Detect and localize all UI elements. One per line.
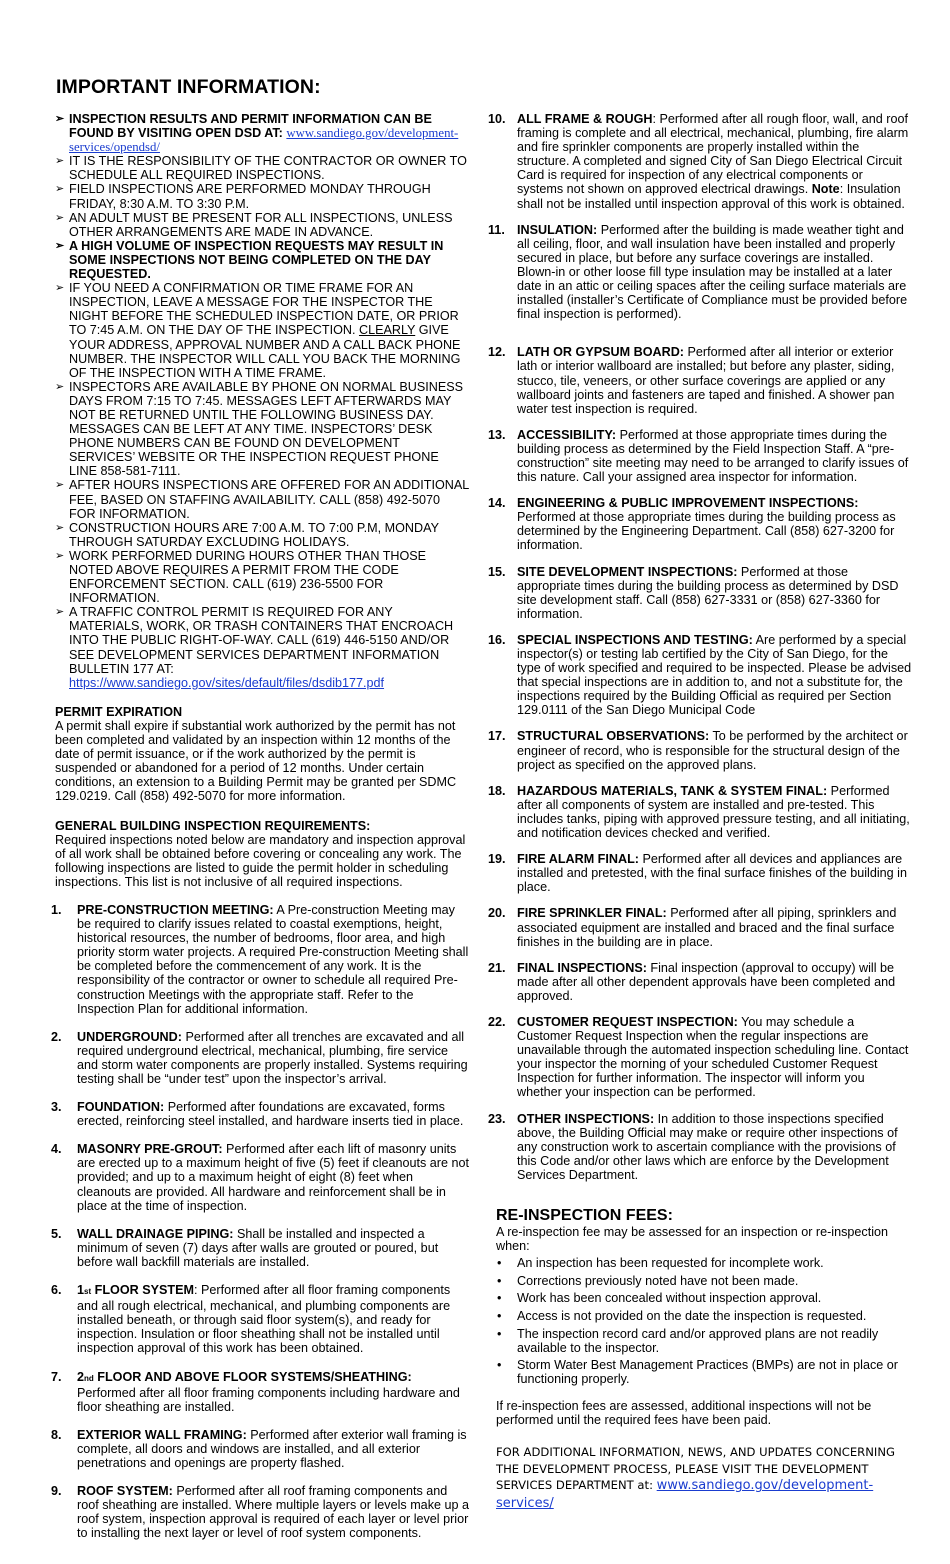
info-item-text: IF YOU NEED A CONFIRMATION OR TIME FRAME FOR AN INSPECTION, LEAVE A MESSAGE FOR THE INSPECTOR THE NIGHT BEFORE THE SCHEDULED INSPECTION DATE, OR PRIOR TO 7:45 A.M. ON THE DAY OF THE INSPECTION.: [69, 281, 459, 338]
list-item: • Access is not provided on the date the inspection is requested.: [496, 1309, 912, 1323]
item-number: 10.: [488, 112, 506, 126]
info-item-text: AN ADULT MUST BE PRESENT FOR ALL INSPECTIONS, UNLESS OTHER ARRANGEMENTS ARE MADE IN ADVANCE.: [69, 210, 453, 239]
arrow-bullet-icon: ➢: [55, 282, 65, 295]
item-title: SPECIAL INSPECTIONS AND TESTING:: [517, 632, 753, 647]
item-number: 15.: [488, 564, 506, 579]
inspection-item: [51, 1283, 469, 1356]
item-number: 16.: [488, 632, 506, 647]
item-number: 8.: [51, 1427, 62, 1442]
item-text: To be performed by the architect or engineer of record, who is responsible for the structural design of the project as specified on the approved plans.: [517, 729, 908, 772]
item-text: Performed after the building is made weather tight and all ceiling, floor, and wall insulation have been installed and properly secured in place, but before any surface coverings are installed. Blown-in or other loose fill type insulation may be installed at a later date in an attic or ceiling spaces after the ceiling surface materials are installed (installer’s Certificate of Compliance must be provided before final inspection is performed).: [517, 222, 908, 322]
info-item-traffic-control: [55, 605, 469, 690]
inspection-item: [51, 1100, 469, 1129]
item-title: CUSTOMER REQUEST INSPECTION:: [517, 1014, 738, 1029]
inspection-item: [51, 1484, 469, 1541]
item-title: INSULATION:: [517, 222, 598, 237]
opendsd-link[interactable]: www.sandiego.gov/development-services/opendsd/: [69, 126, 459, 155]
reinspection-intro: A re-inspection fee may be assessed for an inspection or re-inspection when:: [496, 1225, 889, 1254]
item-number: 17.: [488, 729, 506, 744]
info-item-text: FIELD INSPECTIONS ARE PERFORMED MONDAY THROUGH FRIDAY, 8:30 A.M. TO 3:30 P.M.: [69, 182, 431, 211]
item-title: PRE-CONSTRUCTION MEETING:: [77, 902, 274, 917]
right-column: [488, 112, 912, 1512]
item-text: Performed after all floor framing components including hardware and floor sheathing are installed.: [77, 1385, 460, 1414]
inspection-item: [51, 1029, 469, 1086]
item-text: Performed at those appropriate times during the building process as determined by DSD site development staff. Call (858) 627-3331 or (858) 627-3360 for information.: [517, 564, 899, 621]
item-text: : Performed after all rough floor, wall, and roof framing is complete and all electrical, mechanical, plumbing, fire alarm and fire sprinkler components are properly installed within the structure. A completed and signed City of San Diego Electrical Circuit Card is required for inspection of any electrical components or systems not shown on approved electrical drawings.: [517, 112, 909, 197]
footer-text: FOR ADDITIONAL INFORMATION, NEWS, AND UPDATES CONCERNING THE DEVELOPMENT PROCESS, PLEASE VISIT THE DEVELOPMENT SERVICES DEPARTMENT at:: [496, 1445, 895, 1493]
info-item-inspector-phone: [55, 380, 469, 479]
title-ordinal: 2: [77, 1369, 85, 1384]
arrow-bullet-icon: ➢: [55, 479, 65, 492]
list-item: • Storm Water Best Management Practices (BMPs) are not in place or functioning properly.: [496, 1358, 912, 1386]
item-text: Performed after each lift of masonry units are erected up to a maximum height of five (5) feet if cleanouts are not provided; and up to a maximum height of eight (8) feet when cleanouts are provided. All hardware and reinforcement shall be in place at the time of inspection.: [77, 1142, 470, 1213]
item-title: SITE DEVELOPMENT INSPECTIONS:: [517, 564, 738, 579]
item-number: 5.: [51, 1226, 62, 1241]
info-item-text: WORK PERFORMED DURING HOURS OTHER THAN THOSE NOTED ABOVE REQUIRES A PERMIT FROM THE CODE ENFORCEMENT SECTION. CALL (619) 236-5500 FOR INFORMATION.: [69, 548, 427, 606]
item-text: Performed after all roof framing components and roof sheathing are installed. Where multiple layers or levels make up a roof system, inspection approval is required of each layer or level prior to installing the next layer or level of roof system components.: [77, 1484, 469, 1541]
info-item-adult-present: [55, 211, 469, 239]
info-item-text: INSPECTION RESULTS AND PERMIT INFORMATION CAN BE FOUND BY VISITING OPEN DSD AT:: [69, 112, 432, 141]
inspection-item: [488, 852, 912, 894]
item-text: Performed at those appropriate times during the building process as determined by the Field Inspection Staff. A “pre-construction” site meeting may need to be arranged to clarify issues of this nature. Call your assigned area inspector for information.: [517, 427, 909, 485]
arrow-bullet-icon: ➢: [55, 113, 65, 125]
title-text: FLOOR SYSTEM: [91, 1283, 194, 1298]
development-services-link[interactable]: www.sandiego.gov/development-services/: [496, 1478, 874, 1511]
arrow-bullet-icon: ➢: [55, 606, 65, 619]
info-item-text: AFTER HOURS INSPECTIONS ARE OFFERED FOR AN ADDITIONAL FEE, BASED ON STAFFING AVAILABILITY. CALL (858) 492-5070 FOR INFORMATION.: [69, 478, 469, 521]
item-title: [77, 1370, 412, 1384]
item-title: HAZARDOUS MATERIALS, TANK & SYSTEM FINAL:: [517, 783, 828, 798]
item-title: FINAL INSPECTIONS:: [517, 960, 647, 975]
list-item: • The inspection record card and/or approved plans are not readily available to the inspector.: [496, 1327, 912, 1355]
info-item-text: CONSTRUCTION HOURS ARE 7:00 A.M. TO 7:00 P.M, MONDAY THROUGH SATURDAY EXCLUDING HOLIDAYS.: [69, 520, 439, 549]
arrow-bullet-icon: ➢: [55, 239, 65, 252]
arrow-bullet-icon: ➢: [55, 380, 65, 393]
info-item-after-hours: [55, 478, 469, 520]
title-ordinal-suffix: st: [84, 1287, 92, 1297]
reinspection-section: [488, 1207, 912, 1512]
item-title: FIRE SPRINKLER FINAL:: [517, 906, 667, 921]
item-title: MASONRY PRE-GROUT:: [77, 1142, 223, 1157]
permit-expiration-text: A permit shall expire if substantial work authorized by the permit has not been completed and validated by an inspection within 12 months of the date of permit issuance, or if the work authorized by the permit is suspended or abandoned for a period of 12 months. Under certain conditions, an extension to a Building Permit may be granted per SDMC 129.0219. Call (858) 492-5070 for more information.: [55, 718, 457, 804]
inspection-item: [51, 1427, 469, 1470]
general-requirements-heading: GENERAL BUILDING INSPECTION REQUIREMENTS:: [55, 818, 371, 833]
inspection-item: [488, 428, 912, 484]
item-title: FOUNDATION:: [77, 1100, 165, 1115]
info-item-text: GIVE YOUR ADDRESS, APPROVAL NUMBER AND A CALL BACK PHONE NUMBER. THE INSPECTOR WILL CALL YOU BACK THE MORNING OF THE INSPECTION WITH A TIME FRAME.: [69, 323, 461, 380]
info-item-responsibility: [55, 154, 469, 182]
note-label: Note: [811, 182, 840, 197]
item-number: 20.: [488, 906, 506, 921]
item-text: : Performed after all floor framing components and all rough electrical, mechanical, and plumbing components are installed beneath, or through said floor system(s), and ready for inspection. Insulation or floor sheathing shall not be installed until inspection approval of this work has been obtained.: [77, 1283, 451, 1356]
inspection-item: [488, 961, 912, 1003]
arrow-bullet-icon: ➢: [55, 521, 65, 534]
clearly-underline: CLEARLY: [358, 323, 416, 338]
item-number: 3.: [51, 1100, 62, 1115]
inspection-item: [488, 112, 912, 211]
left-column: [51, 112, 470, 1541]
inspection-item: [51, 1142, 470, 1213]
info-item-construction-hours: [55, 521, 469, 549]
info-item-confirmation: [55, 281, 469, 380]
item-number: 23.: [488, 1111, 506, 1126]
item-number: 19.: [488, 852, 506, 867]
item-number: 13.: [488, 427, 506, 442]
inspection-item: [51, 1226, 469, 1269]
item-title: LATH OR GYPSUM BOARD:: [517, 345, 684, 360]
info-item-text: A HIGH VOLUME OF INSPECTION REQUESTS MAY RESULT IN SOME INSPECTIONS NOT BEING COMPLETED ON THE DAY REQUESTED.: [69, 238, 444, 282]
arrow-bullet-icon: ➢: [55, 155, 65, 168]
item-title: UNDERGROUND:: [77, 1029, 182, 1044]
item-title: ALL FRAME & ROUGH: [517, 112, 653, 126]
item-text: : Insulation shall not be installed until inspection approval of this work is obtained.: [517, 182, 905, 211]
arrow-bullet-icon: ➢: [55, 211, 65, 224]
item-number: 12.: [488, 345, 506, 360]
item-number: 14.: [488, 496, 506, 511]
inspection-item: [488, 729, 912, 771]
info-item-text: IT IS THE RESPONSIBILITY OF THE CONTRACTOR OR OWNER TO SCHEDULE ALL REQUIRED INSPECTIONS.: [69, 154, 467, 183]
inspection-item: [488, 1112, 912, 1182]
item-number: 9.: [51, 1484, 62, 1499]
info-item-text: INSPECTORS ARE AVAILABLE BY PHONE ON NORMAL BUSINESS DAYS FROM 7:15 TO 7:45. MESSAGES LEFT AFTERWARDS MAY NOT BE RETURNED UNTIL THE FOLLOWING BUSINESS DAY. MESSAGES CAN BE LEFT AT ANY TIME. INSPECTORS’ DESK PHONE NUMBERS CAN BE FOUND ON DEVELOPMENT SERVICES’ WEBSITE OR THE INSPECTION REQUEST PHONE LINE 858-581-7111.: [69, 379, 464, 479]
item-number: 6.: [51, 1283, 62, 1298]
item-text: Final inspection (approval to occupy) will be made after all other dependent approvals have been completed and approved.: [517, 960, 896, 1003]
item-text: Shall be installed and inspected a minimum of seven (7) days after walls are grouted or poured, but before wall backfill materials are installed.: [77, 1226, 439, 1269]
info-item-opendsd: [55, 112, 469, 154]
inspection-item: [51, 1369, 469, 1414]
important-info-list: [55, 112, 469, 690]
item-text: You may schedule a Customer Request Inspection when the regular inspections are unavailable through the automated inspection scheduling line. Contact your inspector the morning of your scheduled Customer Request Inspection for further information. The inspector will inform you whether your inspection can be performed.: [517, 1014, 909, 1100]
item-text: Performed after all devices and appliances are installed and pretested, with the final surface finishes of the building in place.: [517, 852, 907, 895]
arrow-bullet-icon: ➢: [55, 183, 65, 196]
item-text: In addition to those inspections specified above, the Building Official may make or require other inspections of any construction work to ascertain compliance with the provisions of this Code and/or other laws which are enforce by the Development Services Department.: [517, 1111, 898, 1182]
inspection-item: [488, 223, 912, 322]
inspection-item: [488, 496, 912, 552]
item-title: ENGINEERING & PUBLIC IMPROVEMENT INSPECTIONS:: [517, 496, 859, 511]
item-number: 4.: [51, 1142, 62, 1157]
item-title: OTHER INSPECTIONS:: [517, 1111, 655, 1126]
reinspection-outro: If re-inspection fees are assessed, additional inspections will not be performed until the required fees have been paid.: [496, 1398, 872, 1428]
item-text: Performed after exterior wall framing is complete, all doors and windows are installed, and all exterior penetrations and openings are property flashed.: [77, 1427, 467, 1470]
item-title: [77, 1283, 194, 1297]
general-requirements-text: Required inspections noted below are mandatory and inspection approval of all work shall be obtained before covering or concealing any work. The following inspections are listed to guide the permit holder in scheduling inspections. This list is not inclusive of all required inspections.: [55, 832, 466, 889]
info-item-field-hours: [55, 182, 469, 210]
item-text: Performed after all interior or exterior lath or interior wallboard are installed; but before any plaster, siding, stucco, tile, veneers, or other surface coverings are applied or any wallboard joints and fasteners are taped and finished. A shower pan water test inspection is required.: [517, 345, 895, 416]
title-ordinal: 1: [77, 1283, 85, 1298]
inspection-item: [488, 906, 912, 948]
info-item-high-volume: [55, 239, 469, 281]
list-item: • An inspection has been requested for incomplete work.: [496, 1256, 912, 1270]
item-text: Performed after all piping, sprinklers and associated equipment are installed and braced and the final surface finishes in the building are in place.: [517, 906, 897, 949]
inspections-list-right: [488, 112, 912, 1182]
title-ordinal-suffix: nd: [84, 1373, 94, 1383]
item-text: Performed after all trenches are excavated and all required underground electrical, mechanical, plumbing, fire service and storm water components are properly installed. Systems requiring testing shall be “under test” upon the inspector’s arrival.: [77, 1029, 468, 1086]
list-item: • Work has been concealed without inspection approval.: [496, 1291, 912, 1305]
item-text: Performed after all components of system are installed and pre-tested. This includes tanks, piping with approved pressure testing, and all initiating, and notification devices checked and verified.: [517, 783, 910, 841]
bulletin-177-link[interactable]: https://www.sandiego.gov/sites/default/files/dsdib177.pdf: [69, 675, 385, 690]
item-number: 22.: [488, 1014, 506, 1029]
item-number: 21.: [488, 960, 506, 975]
inspection-item: [488, 345, 912, 415]
title-text: FLOOR AND ABOVE FLOOR SYSTEMS/SHEATHING:: [93, 1369, 412, 1384]
item-text: A Pre-construction Meeting may be required to clarify issues related to coastal exemptions, height, historical resources, the number of bedrooms, floor area, and high priority storm water projects. A required Pre-construction Meeting shall be completed before the commencement of any work. It is the responsibility of the contractor or owner to schedule all required Pre-construction Meetings with the appropriate staff. Refer to the Inspection Plan for additional information.: [77, 902, 469, 1016]
item-number: 11.: [488, 222, 505, 237]
item-title: ACCESSIBILITY:: [517, 427, 617, 442]
reinspection-conditions-list: [496, 1256, 912, 1386]
inspection-item: [488, 633, 912, 718]
item-title: EXTERIOR WALL FRAMING:: [77, 1427, 247, 1442]
item-number: 18.: [488, 783, 506, 798]
permit-expiration-heading: PERMIT EXPIRATION: [55, 704, 183, 719]
info-item-text: A TRAFFIC CONTROL PERMIT IS REQUIRED FOR ANY MATERIALS, WORK, OR TRASH CONTAINERS THAT ENCROACH INTO THE PUBLIC RIGHT-OF-WAY. CALL (619) 446-5150 AND/OR SEE DEVELOPMENT SERVICES DEPARTMENT INFORMATION BULLETIN 177 AT:: [69, 605, 454, 676]
item-text: Are performed by a special inspector(s) or testing lab certified by the City of San Diego, for the type of work specified and required to be inspected. Please be advised that special inspections are in addition to, and not a substitute for, the inspections required by the Building Official as required per Section 129.0111 of the San Diego Municipal Code: [517, 632, 912, 718]
item-number: 7.: [51, 1369, 62, 1384]
item-title: WALL DRAINAGE PIPING:: [77, 1226, 234, 1241]
item-text: Performed after foundations are excavated, forms erected, reinforcing steel installed, and hardware inserts tied in place.: [77, 1100, 464, 1129]
footer-note: [496, 1444, 912, 1512]
item-text: Performed at those appropriate times during the building process as determined by the Engineering Department. Call (858) 627-3200 for information.: [517, 510, 896, 553]
inspection-item: [488, 784, 912, 840]
item-title: STRUCTURAL OBSERVATIONS:: [517, 729, 710, 744]
inspections-list-left: [51, 902, 470, 1541]
item-number: 1.: [51, 902, 62, 917]
page-title: IMPORTANT INFORMATION:: [56, 76, 321, 98]
item-number: 2.: [51, 1029, 62, 1044]
inspection-item: [488, 1015, 912, 1100]
info-item-code-enforcement: [55, 549, 469, 605]
inspection-item: [51, 902, 469, 1016]
item-title: ROOF SYSTEM:: [77, 1484, 173, 1499]
inspection-item: [488, 565, 912, 621]
item-title: FIRE ALARM FINAL:: [517, 852, 639, 867]
reinspection-fees-heading: RE-INSPECTION FEES:: [496, 1207, 673, 1224]
arrow-bullet-icon: ➢: [55, 549, 65, 562]
list-item: • Corrections previously noted have not been made.: [496, 1274, 912, 1288]
